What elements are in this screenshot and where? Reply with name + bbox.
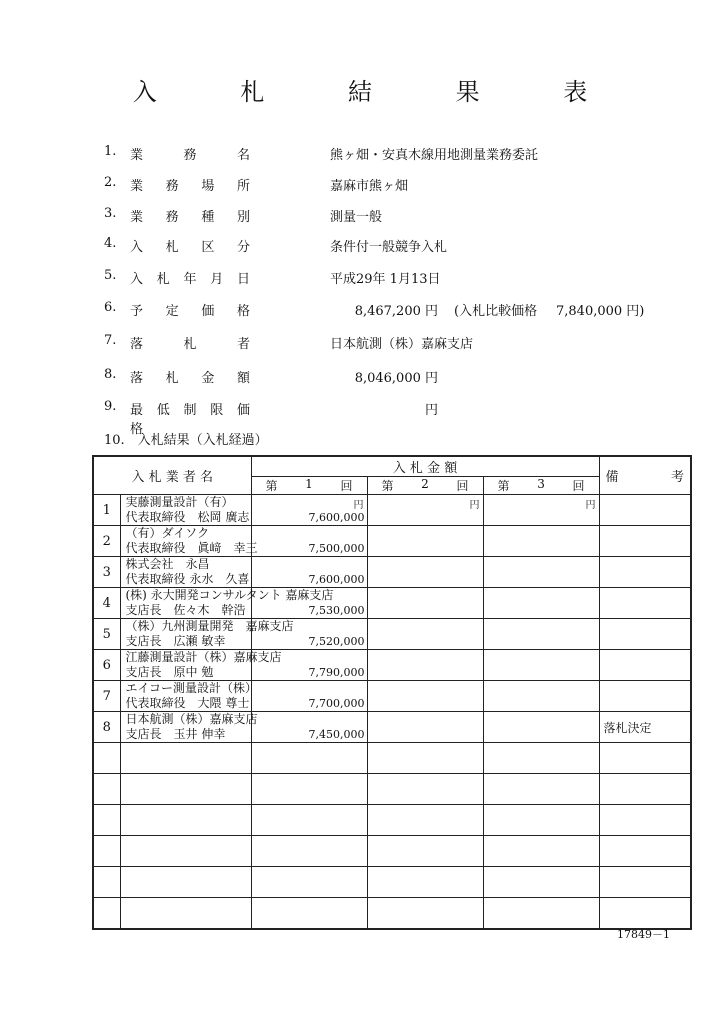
table-row [93,557,691,588]
round-1-amount [251,619,367,650]
bidder-name [120,495,251,526]
empty-cell [483,867,599,898]
empty-cell [251,774,367,805]
bidder-company: 株式会社 永昌 [125,557,210,571]
bidder-representative: 代表取締役 大隈 尊士 [125,696,250,710]
empty-cell [120,805,251,836]
item-label: 入 札 区 分 [130,240,250,255]
page-title: 入 札 結 果 表 [132,78,626,106]
empty-cell [120,743,251,774]
item-type [0,206,720,230]
bidder-company: 日本航測（株）嘉麻支店 [125,712,258,726]
empty-cell [251,805,367,836]
header-bidder-text: 入 札 業 者 名 [131,470,214,485]
item-planned-price [0,300,720,324]
round-2-prefix: 第 [381,479,394,493]
item-bid-category [0,236,720,260]
empty-cell [93,805,120,836]
bidder-company: 江藤測量設計（株）嘉麻支店 [125,650,282,664]
round-3-amount [483,619,599,650]
round-3-suffix: 回 [572,479,585,493]
empty-cell [251,743,367,774]
item-number: 4. [104,236,117,251]
round-1-amount [251,712,367,743]
row-remarks [599,495,691,526]
table-row-empty [93,836,691,867]
round-3-amount [483,588,599,619]
row-index: 6 [93,650,120,681]
item-value: 8,046,000 円 [354,371,438,386]
empty-cell [483,805,599,836]
empty-cell [251,898,367,929]
yen-unit: 円 [469,500,480,511]
bidder-name [120,588,334,619]
empty-cell [120,836,251,867]
table-row-empty [93,805,691,836]
header-remarks [599,456,691,495]
item-label: 落 札 金 額 [130,371,250,386]
item-label: 落 札 者 [130,337,250,352]
bid-results-table [92,455,692,930]
bidder-name [120,526,258,557]
bidder-name [120,557,251,588]
item-number: 1. [104,144,117,159]
item-value: 熊ヶ畑・安真木線用地測量業務委託 [330,148,539,163]
table-row [93,495,691,526]
empty-cell [120,774,251,805]
table-row [93,681,691,712]
bidder-representative: 支店長 広瀬 敏幸 [125,634,226,648]
bidder-name [120,619,294,650]
item-number: 9. [104,399,117,414]
round-3-amount [483,712,599,743]
row-index: 2 [93,526,120,557]
header-remarks-1: 備 [605,470,619,485]
empty-cell [93,743,120,774]
bidder-representative: 支店長 佐々木 幹浩 [125,603,246,617]
item-value: 円 [424,403,438,418]
empty-cell [599,867,691,898]
header-round-3 [483,477,599,495]
row-remarks [599,526,691,557]
round-1-prefix: 第 [265,479,278,493]
bidder-company: （有）ダイソク [125,526,210,540]
item-minimum-price [0,399,720,437]
bidder-company: エイコー測量設計（株） [125,681,258,695]
round-1-number: 1 [305,477,313,491]
header-amount-text: 入 札 金 額 [392,461,458,476]
header-remarks-2: 考 [671,470,685,485]
amount-value: 7,450,000 [308,728,365,741]
amount-value: 7,790,000 [308,666,365,679]
round-3-amount [483,526,599,557]
empty-cell [367,743,483,774]
round-1-amount [251,526,367,557]
empty-cell [483,743,599,774]
table-row-empty [93,774,691,805]
bidder-representative: 代表取締役 松岡 廣志 [125,510,250,524]
empty-cell [120,867,251,898]
empty-cell [599,898,691,929]
item-business-name [0,144,720,168]
header-amount [251,456,599,477]
row-index: 4 [93,588,120,619]
bidder-company: 実藤測量設計（有） [125,495,234,509]
header-bidder [93,456,251,495]
bidder-company: （株）九州測量開発 嘉麻支店 [125,619,294,633]
header-round-2 [367,477,483,495]
item-value: 嘉麻市熊ヶ畑 [330,179,409,194]
table-row [93,588,691,619]
item-number: 6. [104,300,117,315]
row-remarks [599,588,691,619]
bidder-name [120,650,282,681]
yen-unit: 円 [353,500,364,511]
item-number: 5. [104,268,117,283]
round-2-amount [367,650,483,681]
row-remarks: 落札決定 [599,712,691,743]
document-number: 17849－1 [617,928,670,941]
empty-cell [483,836,599,867]
table-header-row [93,456,691,477]
amount-value: 7,600,000 [308,573,365,586]
bidder-representative: 支店長 玉井 伸幸 [125,727,226,741]
empty-cell [251,836,367,867]
round-1-suffix: 回 [340,479,353,493]
row-remarks [599,650,691,681]
amount-value: 7,530,000 [308,604,365,617]
empty-cell [367,836,483,867]
round-2-amount [367,712,483,743]
round-2-amount [367,588,483,619]
empty-cell [367,867,483,898]
compare-value: 7,840,000 円) [556,304,645,319]
round-3-amount [483,650,599,681]
round-1-amount [251,650,367,681]
item-value: 条件付一般競争入札 [330,240,448,255]
amount-value: 7,600,000 [308,511,365,524]
item-number: 7. [104,333,117,348]
amount-value: 7,520,000 [308,635,365,648]
item-value: 測量一般 [330,210,383,225]
row-remarks [599,557,691,588]
item-label: 予 定 価 格 [130,304,250,319]
item-number: 8. [104,367,117,382]
item-value: 日本航測（株）嘉麻支店 [330,337,474,352]
round-3-prefix: 第 [497,479,510,493]
item-winner [0,333,720,357]
table-row-empty [93,743,691,774]
empty-cell [367,774,483,805]
row-index: 3 [93,557,120,588]
bidder-representative: 代表取締役 永水 久喜 [125,572,250,586]
table-row [93,526,691,557]
round-3-amount [483,557,599,588]
item-value: 平成29年 1月13日 [330,272,441,287]
table-row [93,650,691,681]
bidder-company: (株) 永大開発コンサルタント 嘉麻支店 [125,588,334,602]
row-index: 5 [93,619,120,650]
round-2-number: 2 [421,477,429,491]
empty-cell [120,898,251,929]
header-round-1 [251,477,367,495]
round-3-amount [483,681,599,712]
empty-cell [483,774,599,805]
empty-cell [93,867,120,898]
row-index: 8 [93,712,120,743]
item-bid-date [0,268,720,292]
empty-cell [93,898,120,929]
bidder-representative: 代表取締役 眞﨑 幸三 [125,541,258,555]
table-row-empty [93,898,691,929]
table-row-empty [93,867,691,898]
item-winning-amount [0,367,720,391]
empty-cell [93,774,120,805]
section-bid-results-heading: 10. 入札結果（入札経過） [104,433,268,448]
yen-unit: 円 [585,500,596,511]
row-index: 7 [93,681,120,712]
round-1-amount [251,557,367,588]
round-1-amount [251,588,367,619]
round-1-amount [251,681,367,712]
bidder-name [120,681,258,712]
round-2-suffix: 回 [456,479,469,493]
round-2-amount [367,557,483,588]
item-label: 業 務 名 [130,148,250,163]
empty-cell [599,774,691,805]
empty-cell [599,743,691,774]
empty-cell [93,836,120,867]
round-2-amount [367,681,483,712]
item-label: 入 札 年 月 日 [130,272,250,287]
round-2-amount [367,495,483,526]
item-number: 3. [104,206,117,221]
item-number: 2. [104,175,117,190]
table-row [93,619,691,650]
row-remarks [599,619,691,650]
table-row [93,712,691,743]
amount-value: 7,500,000 [308,542,365,555]
round-2-amount [367,526,483,557]
item-label: 業 務 場 所 [130,179,250,194]
round-1-amount [251,495,367,526]
item-location [0,175,720,199]
item-label: 業 務 種 別 [130,210,250,225]
row-index: 1 [93,495,120,526]
round-2-amount [367,619,483,650]
empty-cell [367,805,483,836]
empty-cell [251,867,367,898]
bidder-representative: 支店長 原中 勉 [125,665,214,679]
amount-value: 7,700,000 [308,697,365,710]
empty-cell [483,898,599,929]
row-remarks [599,681,691,712]
empty-cell [599,805,691,836]
empty-cell [367,898,483,929]
empty-cell [599,836,691,867]
compare-label: (入札比較価格 [454,304,538,319]
bidder-name [120,712,258,743]
item-label: 最 低 制 限 価 格 [130,403,264,437]
round-3-amount [483,495,599,526]
round-3-number: 3 [537,477,545,491]
item-value: 8,467,200 円 [354,304,438,319]
